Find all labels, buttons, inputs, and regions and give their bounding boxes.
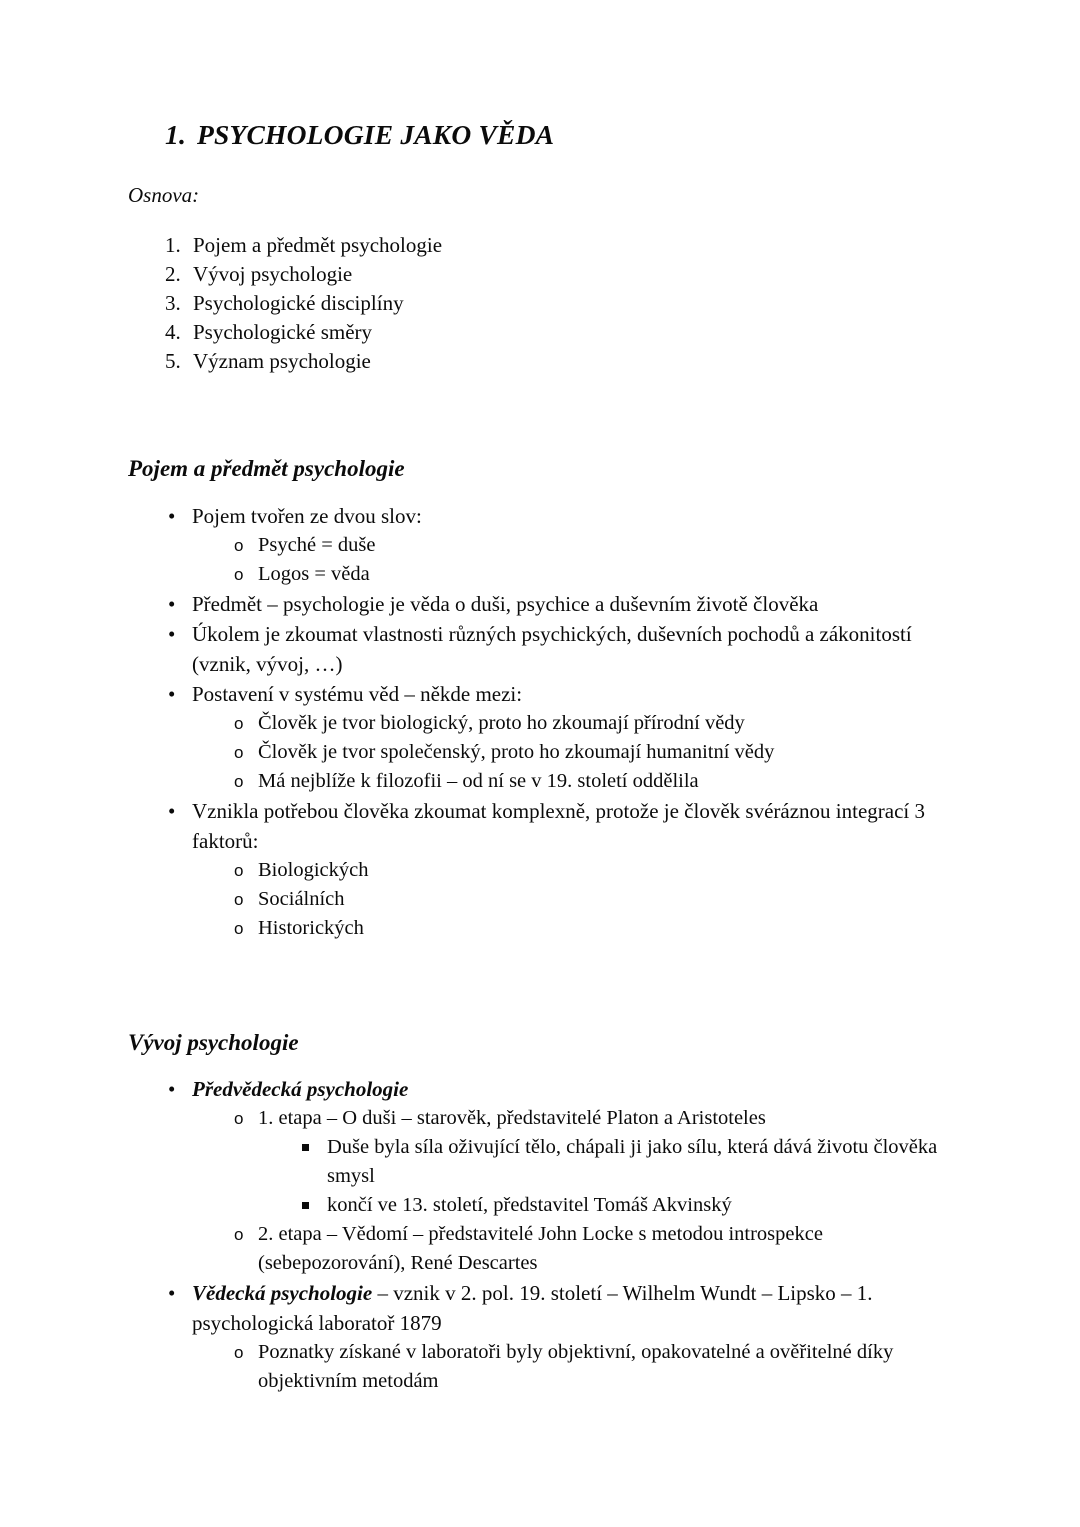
sub-bullet-item	[192, 885, 948, 914]
sub-bullet-item	[192, 914, 948, 943]
square-bullet-icon	[302, 1202, 309, 1209]
circle-bullet-icon: o	[234, 1109, 244, 1129]
outline-list	[128, 231, 948, 376]
sub-bullet-text: Historických	[258, 916, 364, 939]
sub-bullet-item	[192, 738, 948, 767]
sub-bullet-text: Biologických	[258, 858, 369, 881]
circle-bullet-icon: o	[234, 1343, 244, 1363]
document-body	[128, 118, 948, 1396]
circle-bullet-icon: o	[234, 1225, 244, 1245]
sub-bullet-item	[192, 709, 948, 738]
outline-item	[128, 347, 948, 376]
bullet-text: – vznik v 2. pol. 19. století – Wilhelm Wundt – Lipsko – 1. psychologická laboratoř 1879	[192, 1281, 873, 1336]
outline-item-label: Vývoj psychologie	[193, 261, 353, 286]
bullet-text-emphasis: Předvědecká psychologie	[192, 1077, 409, 1102]
sub-bullet-item	[192, 1338, 948, 1396]
sub-bullet-list	[192, 1338, 948, 1396]
section-2-bullet-list	[128, 1074, 948, 1396]
disc-bullet-icon: •	[168, 503, 176, 528]
circle-bullet-icon: o	[234, 742, 244, 762]
circle-bullet-icon: o	[234, 713, 244, 733]
sub-bullet-text: Logos = věda	[258, 562, 370, 585]
sub-bullet-item	[192, 1104, 948, 1220]
outline-item	[128, 260, 948, 289]
page-title	[128, 118, 948, 152]
circle-bullet-icon: o	[234, 535, 244, 555]
sub-bullet-list	[192, 1104, 948, 1278]
outline-item-number: 3.	[165, 290, 181, 315]
outline-item	[128, 318, 948, 347]
sub-bullet-text: Psyché = duše	[258, 533, 376, 556]
bullet-text: Vznikla potřebou člověka zkoumat komplexně, protože je člověk svéráznou integrací 3 faktorů:	[192, 798, 925, 853]
outline-item-number: 4.	[165, 319, 181, 344]
disc-bullet-icon: •	[168, 621, 176, 646]
outline-item-label: Psychologické směry	[193, 319, 373, 344]
bullet-item	[128, 1074, 948, 1278]
circle-bullet-icon: o	[234, 564, 244, 584]
section-heading-pojem-a-predmet-psychologie: Pojem a předmět psychologie	[128, 455, 405, 481]
sub-sub-bullet-item	[258, 1133, 948, 1191]
section-1-bullet-list	[128, 501, 948, 943]
bullet-item	[128, 1278, 948, 1396]
sub-bullet-item	[192, 856, 948, 885]
sub-bullet-text: Má nejblíže k filozofii – od ní se v 19. století oddělila	[258, 769, 699, 792]
disc-bullet-icon: •	[168, 798, 176, 823]
outline-item-label: Psychologické disciplíny	[193, 290, 404, 315]
bullet-text: Úkolem je zkoumat vlastnosti různých psychických, duševních pochodů a zákonitostí (vznik, vývoj, …)	[192, 621, 912, 676]
outline-item-number: 2.	[165, 261, 181, 286]
sub-sub-bullet-item	[258, 1191, 948, 1220]
bullet-item	[128, 679, 948, 796]
outline-item-number: 1.	[165, 232, 181, 257]
bullet-item	[128, 589, 948, 619]
circle-bullet-icon: o	[234, 860, 244, 880]
sub-bullet-item	[192, 767, 948, 796]
bullet-text: Postavení v systému věd – někde mezi:	[192, 681, 523, 706]
sub-bullet-text: 2. etapa – Vědomí – představitelé John Locke s metodou introspekce (sebepozorování), René Descartes	[258, 1223, 823, 1275]
sub-bullet-list	[192, 531, 948, 589]
outline-item-label: Pojem a předmět psychologie	[193, 232, 443, 257]
bullet-item	[128, 619, 948, 679]
section-heading-vyvoj-psychologie: Vývoj psychologie	[128, 1029, 299, 1055]
sub-sub-bullet-list	[258, 1133, 948, 1220]
sub-bullet-text: Poznatky získané v laboratoři byly objektivní, opakovatelné a ověřitelné díky objektivním metodám	[258, 1341, 894, 1393]
sub-bullet-text: 1. etapa – O duši – starověk, představitelé Platon a Aristoteles	[258, 1107, 766, 1130]
outline-item-number: 5.	[165, 348, 181, 373]
disc-bullet-icon: •	[168, 591, 176, 616]
bullet-text: Předmět – psychologie je věda o duši, psychice a duševním životě člověka	[192, 591, 819, 616]
circle-bullet-icon: o	[234, 889, 244, 909]
page-title-text: PSYCHOLOGIE JAKO VĚDA	[197, 119, 555, 150]
disc-bullet-icon: •	[168, 1077, 176, 1102]
outline-item	[128, 231, 948, 260]
sub-sub-bullet-text: končí ve 13. století, představitel Tomáš Akvinský	[327, 1194, 732, 1217]
circle-bullet-icon: o	[234, 771, 244, 791]
sub-bullet-text: Sociálních	[258, 887, 345, 910]
bullet-item	[128, 796, 948, 943]
square-bullet-icon	[302, 1144, 309, 1151]
disc-bullet-icon: •	[168, 681, 176, 706]
sub-bullet-item	[192, 531, 948, 560]
sub-bullet-item	[192, 560, 948, 589]
sub-bullet-list	[192, 709, 948, 796]
outline-item-label: Význam psychologie	[193, 348, 371, 373]
disc-bullet-icon: •	[168, 1281, 176, 1306]
sub-sub-bullet-text: Duše byla síla oživující tělo, chápali ji jako sílu, která dává životu člověka smysl	[327, 1136, 938, 1188]
outline-item	[128, 289, 948, 318]
bullet-text: Pojem tvořen ze dvou slov:	[192, 503, 422, 528]
sub-bullet-list	[192, 856, 948, 943]
sub-bullet-item	[192, 1220, 948, 1278]
page-title-number: 1.	[165, 119, 187, 150]
sub-bullet-text: Člověk je tvor biologický, proto ho zkoumají přírodní vědy	[258, 711, 745, 734]
circle-bullet-icon: o	[234, 918, 244, 938]
sub-bullet-text: Člověk je tvor společenský, proto ho zkoumají humanitní vědy	[258, 740, 775, 763]
bullet-item	[128, 501, 948, 589]
osnova-label: Osnova:	[128, 183, 200, 208]
bullet-text-emphasis: Vědecká psychologie	[192, 1281, 373, 1306]
